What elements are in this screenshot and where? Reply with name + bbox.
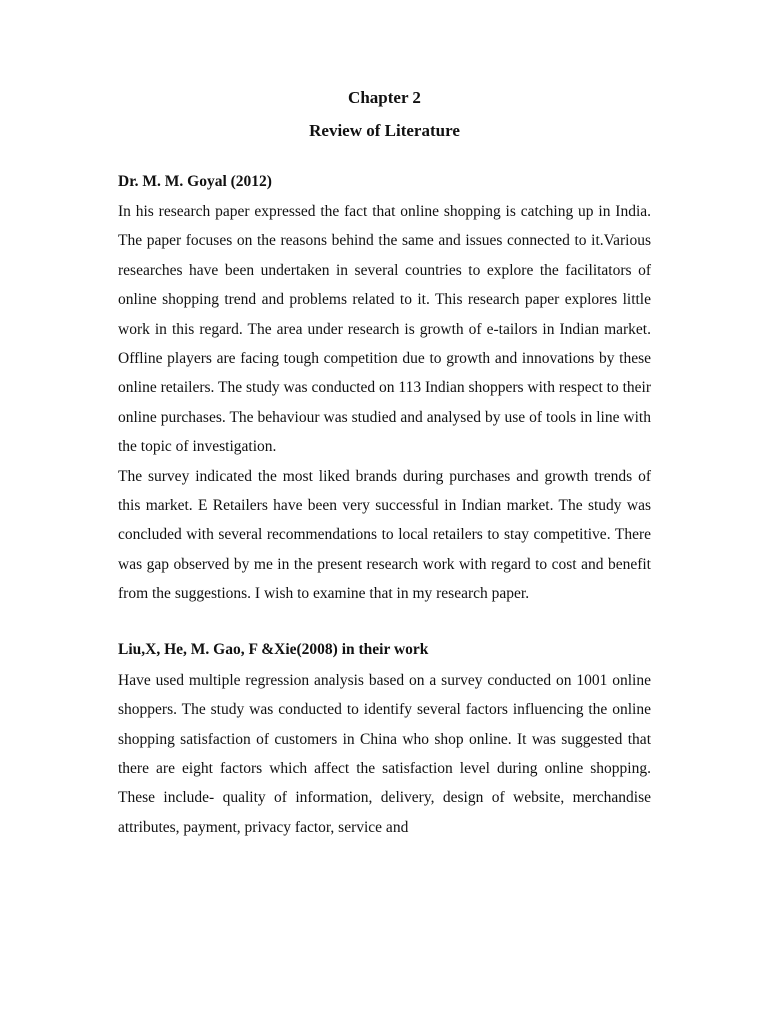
chapter-number: Chapter 2 [348, 88, 421, 107]
paragraph-goyal-1: In his research paper expressed the fact that online shopping is catching up in India. The paper focuses on the reasons behind the same and issues connected to it.Various researches have been undertaken in several countries to explore the facilitators of online shopping trend and problems related to it. This research paper explores little work in this regard. The area under research is growth of e-tailors in Indian market. Offline players are facing tough competition due to growth and innovations by these online retailers. The study was conducted on 113 Indian shoppers with respect to their online purchases. The behaviour was studied and analysed by use of tools in line with the topic of investigation. [118, 203, 651, 456]
section-heading-goyal: Dr. M. M. Goyal (2012) [118, 173, 272, 190]
paragraph-liu-1: Have used multiple regression analysis based on a survey conducted on 1001 online shoppers. The study was conducted to identify several factors influencing the online shopping satisfaction of customers in China who shop online. It was suggested that there are eight factors which affect the satisfaction level during online shopping. These include- quality of information, delivery, design of website, merchandise attributes, payment, privacy factor, service and [118, 671, 651, 836]
document-page [118, 86, 651, 842]
chapter-title: Review of Literature [309, 121, 460, 140]
section-heading-liu: Liu,X, He, M. Gao, F &Xie(2008) in their work [118, 640, 429, 658]
paragraph-goyal-2: The survey indicated the most liked brands during purchases and growth trends of this market. E Retailers have been very successful in Indian market. The study was concluded with several recommendations to local retailers to stay competitive. There was gap observed by me in the present research work with regard to cost and benefit from the suggestions. I wish to examine that in my research paper. [118, 467, 651, 603]
